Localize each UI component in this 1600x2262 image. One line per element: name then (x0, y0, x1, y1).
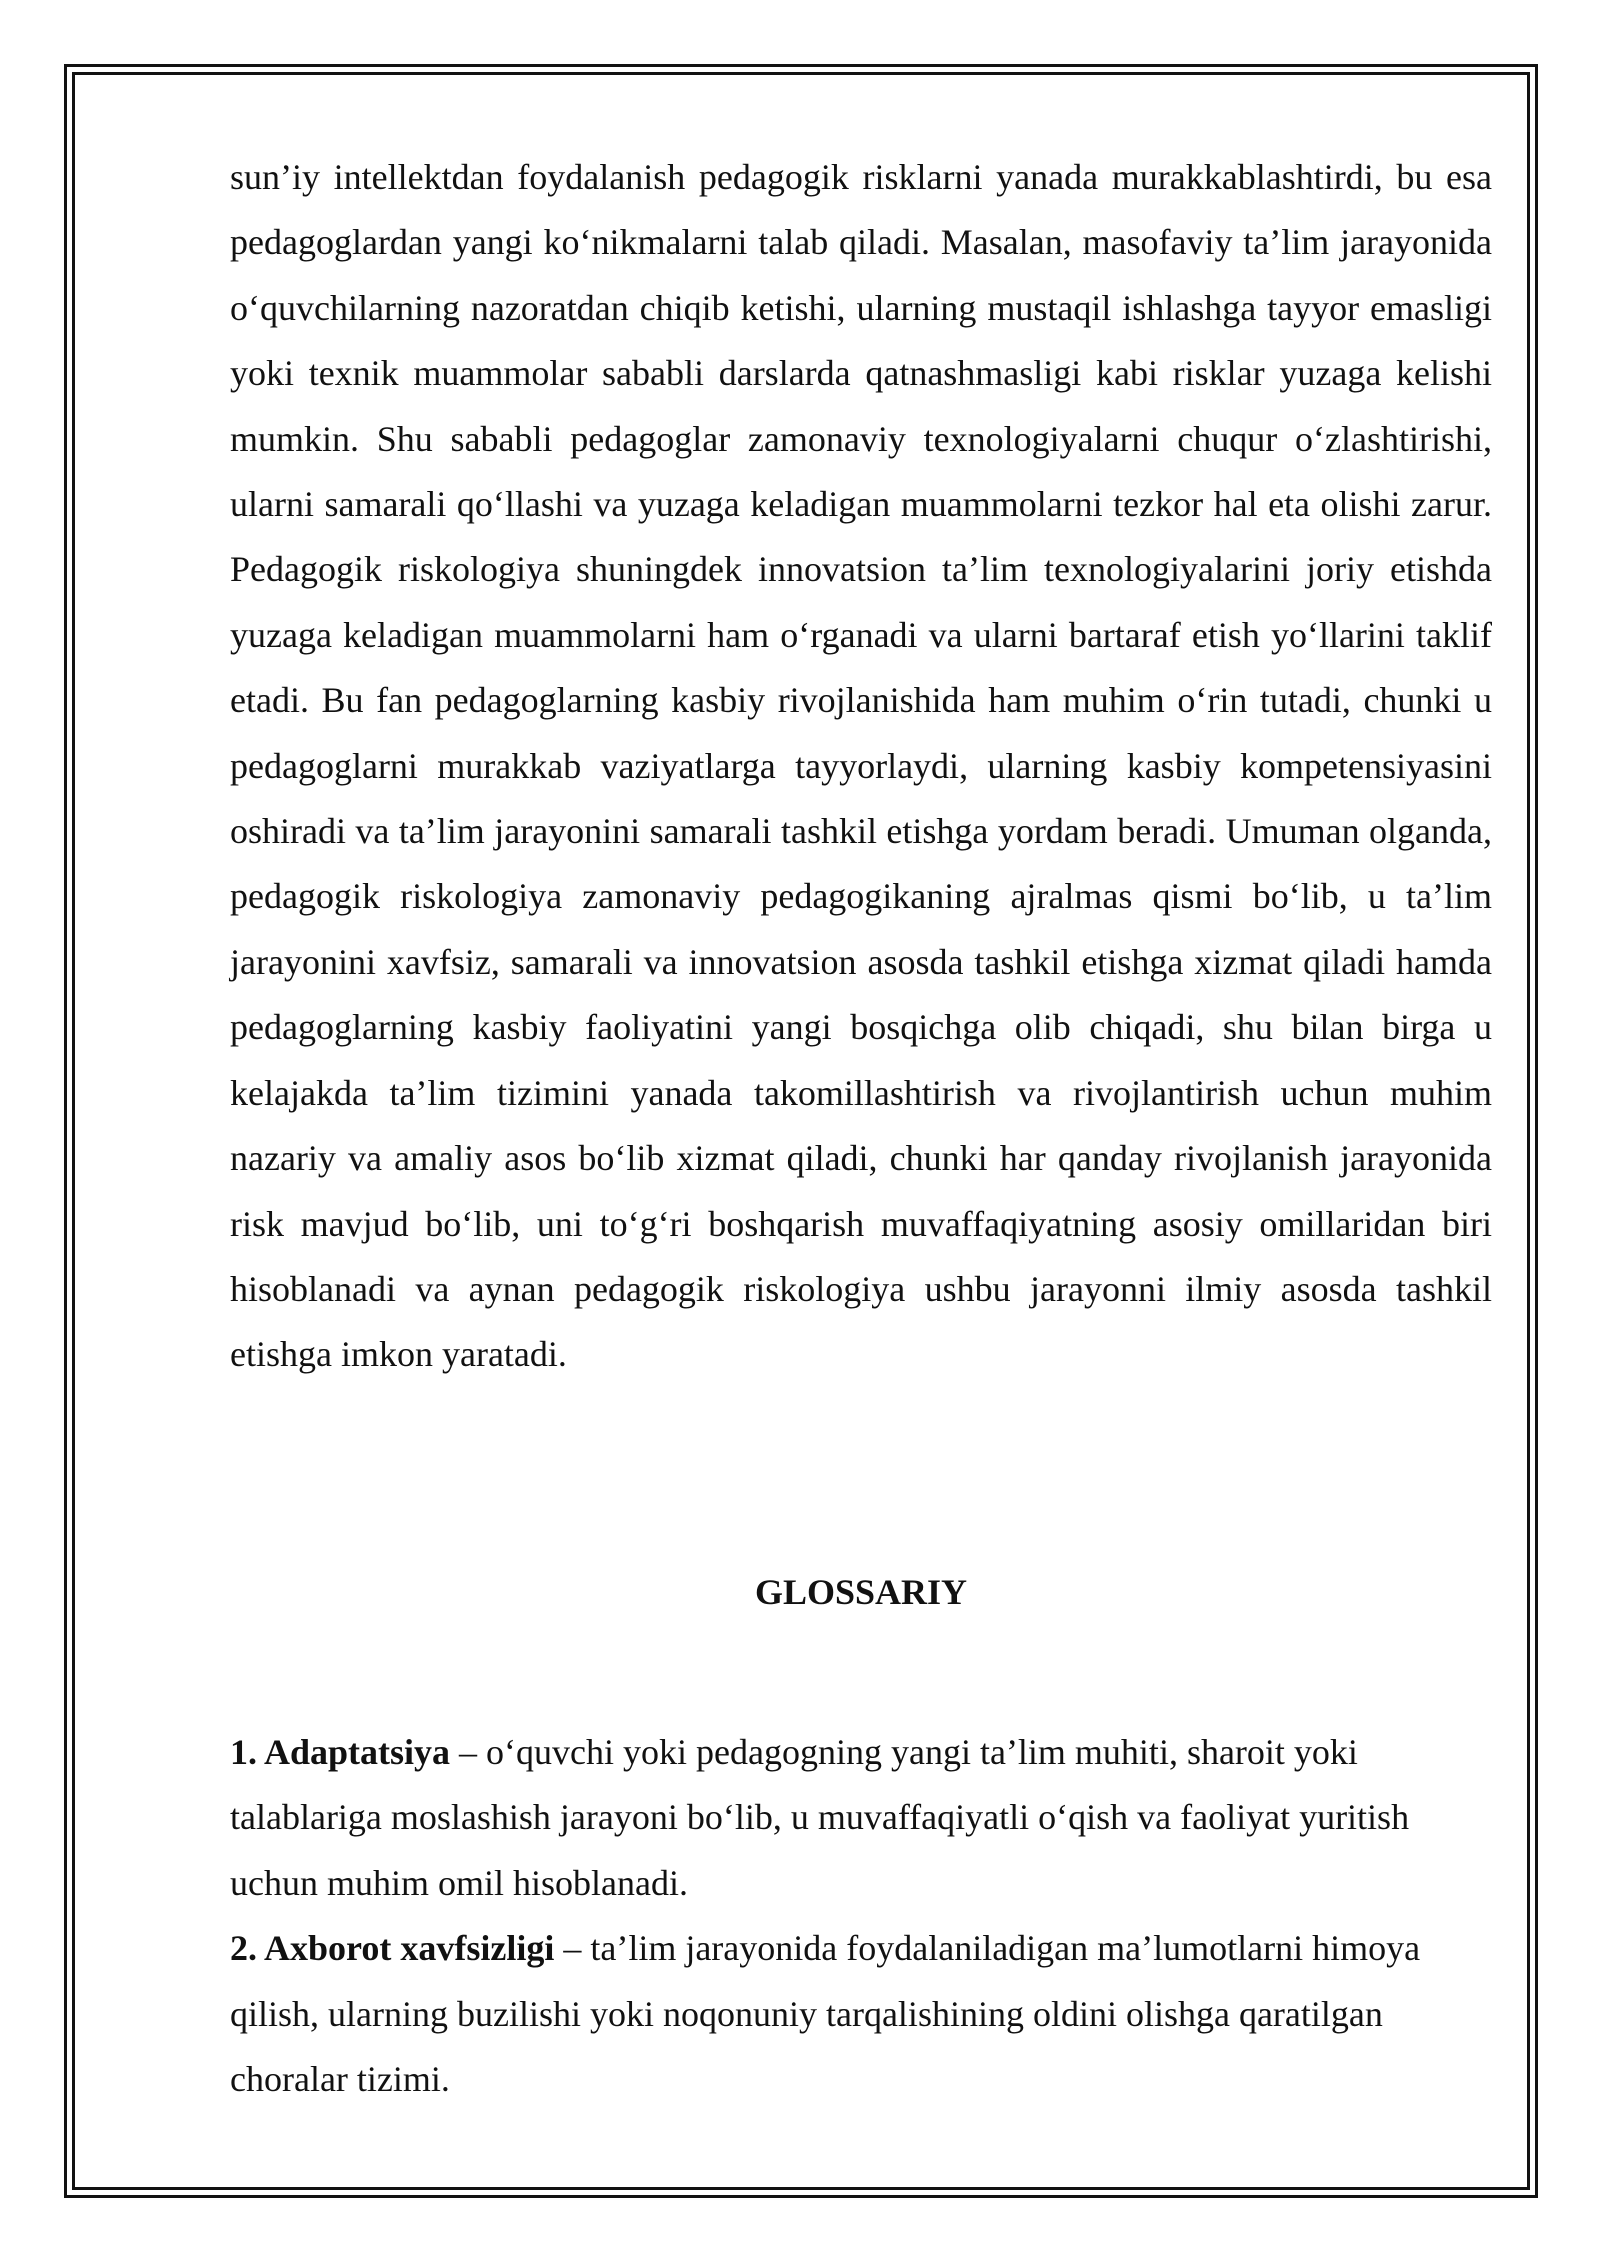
glossary-definition: – ta’lim jarayonida foydalaniladigan ma’lumotlarni himoya qilish, ularning buzilishi yoki noqonuniy tarqalishining oldini olishga qaratilgan choralar tizimi. (230, 1928, 1421, 2100)
body-paragraph: sun’iy intellektdan foydalanish pedagogik risklarni yanada murakkablashtirdi, bu esa pedagoglardan yangi ko‘nikmalarni talab qiladi. Masalan, masofaviy ta’lim jarayonida o‘quvchilarning nazoratdan chiqib ketishi, ularning mustaqil ishlashga tayyor emasligi yoki texnik muammolar sababli darslarda qatnashmasligi kabi risklar yuzaga kelishi mumkin. Shu sababli pedagoglar zamonaviy texnologiyalarni chuqur o‘zlashtirishi, ularni samarali qo‘llashi va yuzaga keladigan muammolarni tezkor hal eta olishi zarur. Pedagogik riskologiya shuningdek innovatsion ta’lim texnologiyalarini joriy etishda yuzaga keladigan muammolarni ham o‘rganadi va ularni bartaraf etish yo‘llarini taklif etadi. Bu fan pedagoglarning kasbiy rivojlanishida ham muhim o‘rin tutadi, chunki u pedagoglarni murakkab vaziyatlarga tayyorlaydi, ularning kasbiy kompetensiyasini oshiradi va ta’lim jarayonini samarali tashkil etishga yordam beradi. Umuman olganda, pedagogik riskologiya zamonaviy pedagogikaning ajralmas qismi bo‘lib, u ta’lim jarayonini xavfsiz, samarali va innovatsion asosda tashkil etishga xizmat qiladi hamda pedagoglarning kasbiy faoliyatini yangi bosqichga olib chiqadi, shu bilan birga u kelajakda ta’lim tizimini yanada takomillashtirish va rivojlantirish uchun muhim nazariy va amaliy asos bo‘lib xizmat qiladi, chunki har qanday rivojlanish jarayonida risk mavjud bo‘lib, uni to‘g‘ri boshqarish muvaffaqiyatning asosiy omillaridan biri hisoblanadi va aynan pedagogik riskologiya ushbu jarayonni ilmiy asosda tashkil etishga imkon yaratadi. (230, 157, 1492, 1375)
glossary-definition: – o‘quvchi yoki pedagogning yangi ta’lim muhiti, sharoit yoki talablariga moslashish jarayoni bo‘lib, u muvaffaqiyatli o‘qish va faoliyat yuritish uchun muhim omil hisoblanadi. (230, 1732, 1410, 1903)
glossary-entry-axborot-xavfsizligi (230, 1916, 1492, 2112)
glossary-title: GLOSSARIY (754, 1572, 968, 1612)
glossary-entry-adaptatsiya (230, 1720, 1492, 1916)
glossary-term: 1. Adaptatsiya (230, 1732, 451, 1772)
page-content (230, 145, 1492, 2100)
glossary-term: 2. Axborot xavfsizligi (230, 1928, 555, 1969)
glossary-list (230, 1720, 1492, 2112)
